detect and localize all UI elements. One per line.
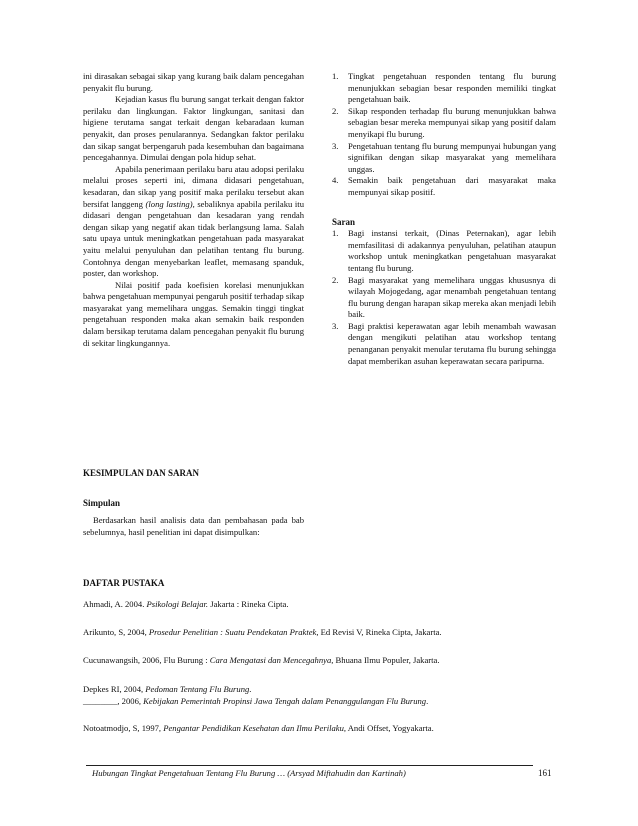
list-item: 3. Pengetahuan tentang flu burung mempunyai hubungan yang signifikan dengan sikap masyarakat yang memelihara unggas. (332, 140, 556, 174)
simpulan-intro: Berdasarkan hasil analisis data dan pembahasan pada bab sebelumnya, hasil penelitian ini dapat disimpulkan: (83, 515, 304, 537)
paragraph: Kejadian kasus flu burung sangat terkait dengan faktor perilaku dan lingkungan. Faktor lingkungan, sanitasi dan higiene terutama sangat terkait dengan kebaradaan kuman penyakit, dan proses penularannya. Sedangkan faktor perilaku dan sikap sangat berpengaruh pada kesembuhan dan bagaimana pencegahannya. Dimulai dengan pola hidup sehat. (83, 94, 304, 163)
list-item: 2. Sikap responden terhadap flu burung menunjukkan bahwa sebagian besar mereka mempunyai sikap yang positif dalam menyikapi flu burung. (332, 105, 556, 139)
page-number: 161 (538, 768, 552, 778)
section-title: KESIMPULAN DAN SARAN (83, 468, 200, 478)
subsection-title: Simpulan (83, 498, 121, 508)
saran-title: Saran (332, 216, 356, 227)
list-item: 3. Bagi praktisi keperawatan agar lebih menambah wawasan dengan mengikuti pelatihan atau workshop tentang penanganan penyakit menular terutama flu burung sehingga dapat memberikan asuhan keperawatan secara paripurna. (332, 320, 556, 366)
conclusion-list (332, 71, 556, 199)
running-title: Hubungan Tingkat Pengetahuan Tentang Flu Burung … (Arsyad Miftahudin dan Kartinah) (92, 768, 406, 778)
paragraph-text: Apabila penerimaan perilaku baru atau adopsi perilaku melalui proses seperti ini, dimana didasari pengetahuan, kesadaran, dan sikap yang positif maka perilaku tersebut akan bersifat langgeng (83, 163, 304, 209)
saran-list (332, 228, 556, 367)
list-item: 4. Semakin baik pengetahuan dari masyarakat maka mempunyai sikap positif. (332, 175, 556, 197)
bibliography-title: DAFTAR PUSTAKA (83, 578, 165, 588)
bibliography-entry: Cucunawangsih, 2006, Flu Burung : Cara Mengatasi dan Mencegahnya, Bhuana Ilmu Populer, Jakarta. (83, 655, 440, 665)
bibliography-entry: Notoatmodjo, S, 1997, Pengantar Pendidikan Kesehatan dan Ilmu Perilaku, Andi Offset, Yogyakarta. (83, 723, 434, 733)
list-item: 1. Tingkat pengetahuan responden tentang flu burung menunjukkan sebagian besar responden memiliki tingkat pengetahuan baik. (332, 71, 556, 105)
footer-divider (86, 765, 533, 766)
right-column (332, 71, 556, 367)
bibliography-entry: Ahmadi, A. 2004. Psikologi Belajar. Jakarta : Rineka Cipta. (83, 599, 289, 609)
left-column (83, 71, 304, 349)
bibliography-entry: Arikunto, S, 2004, Prosedur Penelitian : Suatu Pendekatan Praktek, Ed Revisi V, Rineka Cipta, Jakarta. (83, 627, 442, 637)
paragraph-text: , sebaliknya apabila perilaku itu didasari dengan pengetahuan dan kesadaran yang rendah dengan sikap yang negatif akan tidak berlangsung lama. Salah satu upaya untuk meningkatkan pengetahuan pada masyarakat yaitu melalui penyuluhan dan pelatihan tentang flu burung. Contohnya dengan menyebarkan leaflet, memasang spanduk, poster, dan workshop. (83, 198, 304, 279)
bibliography-entry: Depkes RI, 2004, Pedoman Tentang Flu Burung. (83, 684, 252, 694)
paragraph: ini dirasakan sebagai sikap yang kurang baik dalam pencegahan penyakit flu burung. (83, 71, 304, 93)
paragraph (83, 164, 304, 280)
list-item: 1. Bagi instansi terkait, (Dinas Peternakan), agar lebih memfasilitasi di adakannya penyuluhan, pelatihan ataupun workshop untuk meningkatkan pengetahuan masyarakat tentang flu burung. (332, 228, 556, 273)
paragraph: Nilai positif pada koefisien korelasi menunjukkan bahwa pengetahuan mempunyai pengaruh positif terhadap sikap masyarakat yang memelihara unggas. Semakin tinggi tingkat pengetahuan responden maka akan semakin baik responden dalam bersikap terutama dalam pencegahan penyakit flu burung di sekitar lingkungannya. (83, 279, 304, 348)
bibliography-entry: ________, 2006, Kebijakan Pemerintah Propinsi Jawa Tengah dalam Penanggulangan Flu Burung. (83, 696, 429, 706)
list-item: 2. Bagi masyarakat yang memelihara unggas khususnya di wilayah Mojogedang, agar menambah pengetahuan tentang flu burung dengan harapan sikap mereka akan menjadi lebih baik. (332, 274, 556, 320)
italic-term: (long lasting) (145, 198, 193, 209)
